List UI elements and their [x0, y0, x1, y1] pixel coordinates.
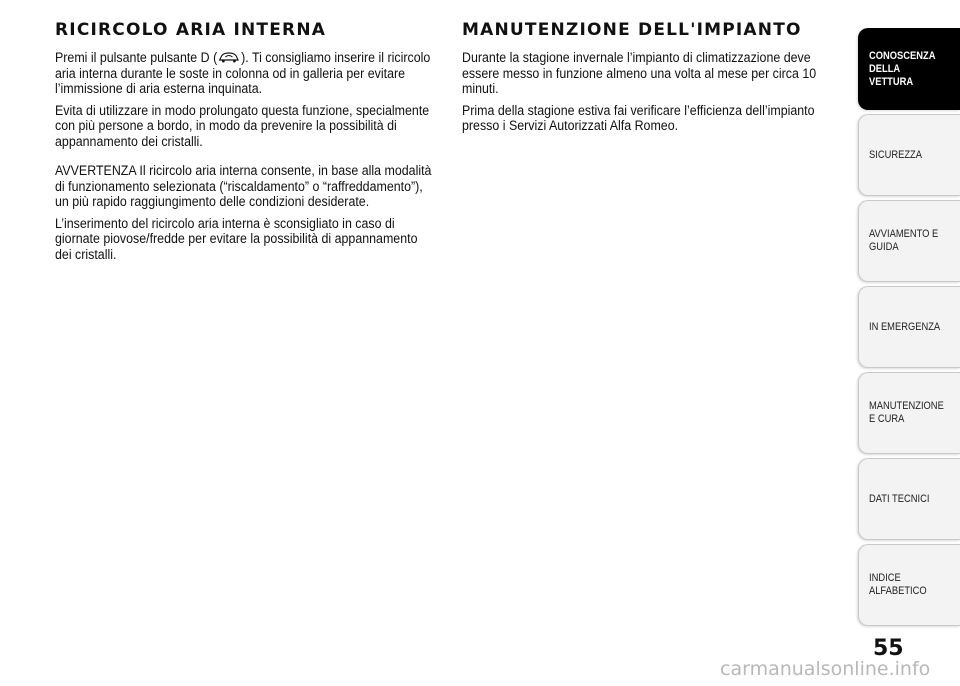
paragraph-2: Evita di utilizzare in modo prolungato questa funzione, specialmente con più persone a bordo, in modo da prevenire la possibilità di appannamento dei cristalli.: [55, 102, 430, 149]
tab-dati-tecnici[interactable]: DATI TECNICI: [858, 458, 960, 540]
tab-avviamento[interactable]: AVVIAMENTO E GUIDA: [858, 200, 960, 282]
car-recirculation-icon: [217, 51, 241, 63]
left-column: [55, 20, 435, 268]
tab-indice[interactable]: INDICE ALFABETICO: [858, 544, 960, 626]
paragraph-right-1: Durante la stagione invernale l’impianto di climatizzazione deve essere messo in funzione almeno una volta al mese per circa 10 minuti.: [462, 50, 817, 96]
paragraph-4: L’inserimento del ricircolo aria interna è sconsigliato in caso di giornate piovose/fredde per evitare la possibilità di appannamento dei cristalli.: [55, 215, 418, 262]
chapter-tabs: [858, 28, 960, 630]
warning-paragraph: AVVERTENZA Il ricircolo aria interna consente, in base alla modalità di funzionamento selezionata (“riscaldamento” o “raffreddamento”), un più rapido raggiungimento delle condizioni desiderate.: [55, 163, 432, 209]
section-title-ricircolo: RICIRCOLO ARIA INTERNA: [55, 20, 327, 40]
tab-sicurezza[interactable]: SICUREZZA: [858, 114, 960, 196]
right-column: [462, 20, 832, 140]
paragraph-1: Premi il pulsante pulsante D ( ). Ti consigliamo inserire il ricircolo aria interna durante le soste in colonna od in galleria per evitare l’immissione di aria esterna inquinata.: [55, 50, 431, 96]
tab-emergenza[interactable]: IN EMERGENZA: [858, 286, 960, 368]
tab-manutenzione[interactable]: MANUTENZIONE E CURA: [858, 372, 960, 454]
watermark: carmanualsonline.info: [720, 658, 931, 680]
paragraph-right-2: Prima della stagione estiva fai verificare l’efficienza dell’impianto presso i Servizi Autorizzati Alfa Romeo.: [462, 102, 815, 133]
tab-conoscenza[interactable]: CONOSCENZA DELLA VETTURA: [858, 28, 960, 110]
section-title-manutenzione: MANUTENZIONE DELL'IMPIANTO: [462, 20, 802, 40]
page-number: 55: [873, 636, 904, 661]
